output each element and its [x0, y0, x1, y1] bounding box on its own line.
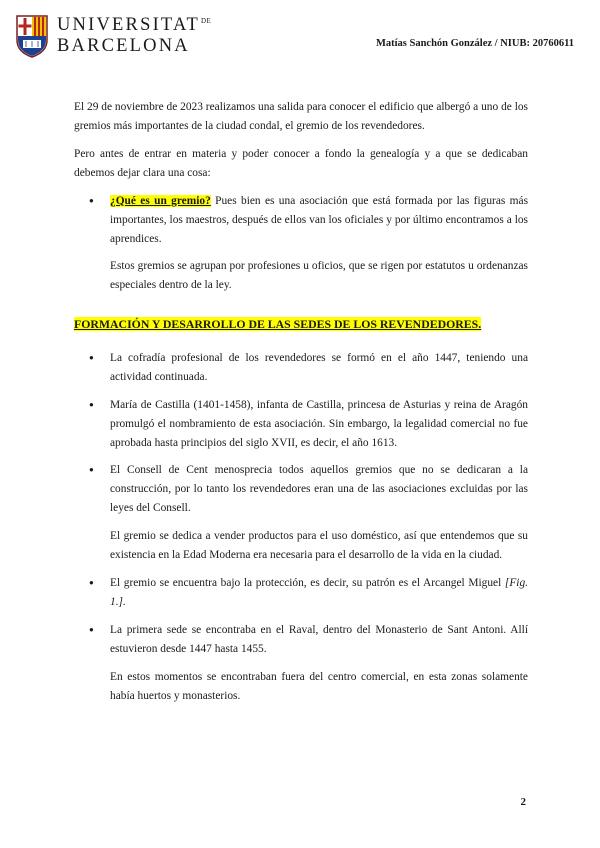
list-item-text: El Consell de Cent menosprecia todos aquellos gremios que no se dedicaran a la construcción, por lo tanto los revendedores eran una de las asociaciones excluidas por las leyes del Consell.	[110, 464, 528, 515]
question-extra: Estos gremios se agrupan por profesiones u oficios, que se rigen por estatutos u ordenanzas especiales dentro de la ley.	[110, 260, 528, 292]
intro-paragraph-2: Pero antes de entrar en materia y poder conocer a fondo la genealogía y a que se dedicaban debemos dejar clara una cosa:	[74, 147, 528, 179]
list-item-text: La cofradía profesional de los revendedores se formó en el año 1447, teniendo una actividad continuada.	[110, 351, 528, 383]
university-name-line1: UNIVERSITAT	[57, 15, 200, 35]
list-item	[74, 461, 528, 518]
document-body	[74, 98, 528, 715]
author-niub: Matías Sanchón González / NIUB: 20760611	[375, 38, 574, 49]
university-name-line2: BARCELONA	[57, 35, 190, 56]
figure-reference: [Fig. 1.].	[110, 577, 528, 609]
page-number: 2	[520, 796, 526, 808]
bullet-icon: ●	[89, 624, 94, 634]
question-text: Pues bien es una asociación que está formada por las figuras más importantes, los maestros, después de ellos van los oficiales y por último encontramos a los aprendices.	[110, 194, 528, 245]
list-item	[74, 574, 528, 612]
section-heading-text: FORMACIÓN Y DESARROLLO DE LAS SEDES DE LOS REVENDEDORES.	[74, 317, 482, 332]
list-item-extra: El gremio se dedica a vender productos para el uso doméstico, así que entendemos que su existencia en la Edad Moderna era necesaria para el desarrollo de la vida en la ciudad.	[110, 530, 528, 562]
question-highlight: ¿Qué es un gremio?	[110, 194, 211, 207]
section-heading	[74, 315, 528, 335]
university-shield-icon	[15, 14, 49, 58]
bullet-icon: ●	[89, 399, 94, 409]
bullet-icon: ●	[89, 352, 94, 362]
list-item	[74, 349, 528, 387]
university-name	[57, 16, 211, 55]
list-item-text: La primera sede se encontraba en el Raval, dentro del Monasterio de Sant Antoni. Allí estuvieron desde 1447 hasta 1455.	[110, 623, 528, 655]
list-item-text: María de Castilla (1401-1458), infanta de Castilla, princesa de Asturias y reina de Aragón promulgó el nombramiento de esta asociación. Sin embargo, la legalidad comercial no fue aprobada hasta principios del siglo XVII, es decir, el año 1613.	[110, 398, 528, 449]
intro-paragraph-1: El 29 de noviembre de 2023 realizamos una salida para conocer el edificio que albergó a uno de los gremios más importantes de la ciudad condal, el gremio de los revendedores.	[74, 101, 528, 132]
list-item-question	[74, 192, 528, 249]
bullet-icon: ●	[89, 578, 94, 588]
list-item-extra: En estos momentos se encontraban fuera del centro comercial, en esta zonas solamente había huertos y monasterios.	[110, 670, 528, 702]
bullet-icon: ●	[89, 195, 94, 205]
list-item	[74, 621, 528, 659]
bullet-icon: ●	[89, 465, 94, 475]
list-item-text: El gremio se encuentra bajo la protección, es decir, su patrón es el Arcangel Miguel	[110, 577, 505, 590]
university-name-de: DE	[200, 16, 212, 25]
page-header	[15, 10, 580, 56]
list-item	[74, 396, 528, 453]
